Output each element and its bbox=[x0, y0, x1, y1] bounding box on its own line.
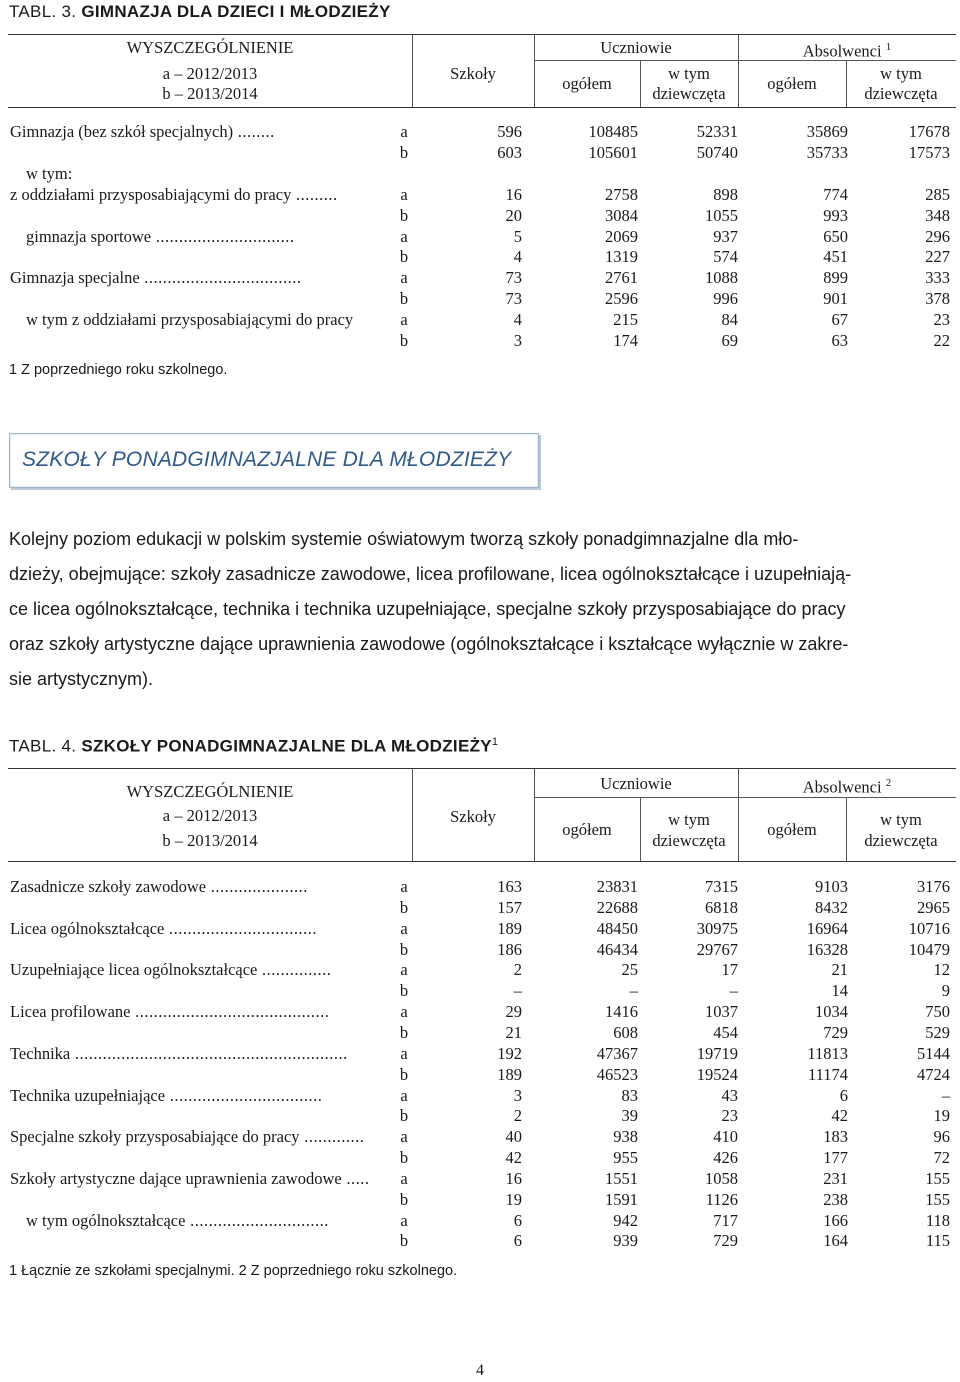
table-cell: 22688 bbox=[596, 897, 638, 917]
row-label-text: w tym ogólnokształcące bbox=[26, 1210, 186, 1230]
table-cell: 29767 bbox=[696, 939, 738, 959]
row-label-text: Licea ogólnokształcące bbox=[10, 918, 165, 938]
table-cell: 22 bbox=[933, 331, 950, 350]
table-cell: 938 bbox=[613, 1127, 638, 1147]
table-cell: 333 bbox=[925, 268, 950, 288]
row-label bbox=[10, 1001, 398, 1022]
table4-title bbox=[9, 736, 498, 757]
table-cell: 189 bbox=[497, 918, 522, 938]
row-year-code: a bbox=[400, 1168, 408, 1188]
row-year-code: a bbox=[400, 1085, 408, 1105]
table-cell: 72 bbox=[933, 1148, 950, 1168]
table-cell: 939 bbox=[613, 1231, 638, 1251]
row-year-code: a bbox=[400, 310, 408, 330]
row-year-code: a bbox=[400, 226, 408, 246]
header-ogolem: ogółem bbox=[562, 820, 612, 839]
table-row bbox=[8, 897, 956, 918]
table-cell: 11813 bbox=[807, 1043, 848, 1063]
table-cell: 1551 bbox=[605, 1168, 638, 1188]
table-row bbox=[8, 246, 956, 267]
table-cell: 43 bbox=[721, 1085, 738, 1105]
row-year-code: b bbox=[399, 247, 409, 267]
table-cell: 729 bbox=[713, 1231, 738, 1251]
row-label-text: Uzupełniające licea ogólnokształcące bbox=[10, 960, 258, 980]
table-cell: 6 bbox=[839, 1085, 848, 1105]
row-label bbox=[10, 959, 398, 980]
row-leader-dots: ................................. bbox=[165, 1085, 323, 1105]
table-cell: – bbox=[629, 981, 638, 1001]
table-cell: 7315 bbox=[705, 877, 738, 896]
table-cell: 378 bbox=[925, 289, 950, 309]
row-year-code: b bbox=[399, 1148, 409, 1168]
table-row bbox=[8, 330, 956, 351]
table3-header bbox=[8, 34, 956, 108]
table-cell: 14 bbox=[831, 981, 848, 1001]
row-label bbox=[10, 876, 398, 897]
table-row bbox=[8, 1230, 956, 1251]
table-row bbox=[8, 267, 956, 288]
table-cell: 84 bbox=[721, 310, 738, 330]
table-cell: 898 bbox=[713, 184, 738, 204]
row-label-text: w tym: bbox=[26, 163, 73, 183]
table-cell: 955 bbox=[613, 1148, 638, 1168]
table-cell: 993 bbox=[823, 205, 848, 225]
table-cell: 1319 bbox=[605, 247, 638, 267]
table-cell: 729 bbox=[823, 1022, 848, 1042]
row-label bbox=[26, 1210, 414, 1231]
row-year-code: b bbox=[399, 1189, 409, 1209]
row-label bbox=[26, 226, 414, 247]
table-cell: 23 bbox=[721, 1106, 738, 1126]
header-absolwenci-label: Absolwenci bbox=[802, 777, 882, 797]
row-label-text: Technika bbox=[10, 1043, 71, 1063]
table-cell: 454 bbox=[713, 1022, 738, 1042]
table-cell: 177 bbox=[823, 1148, 848, 1168]
table-cell: 155 bbox=[925, 1189, 950, 1209]
table-cell: 238 bbox=[823, 1189, 848, 1209]
row-year-code: a bbox=[400, 184, 408, 204]
section-heading-box bbox=[9, 433, 539, 488]
table-cell: 603 bbox=[497, 142, 522, 162]
table-cell: 1126 bbox=[705, 1189, 738, 1209]
footnote-marker: 2 bbox=[885, 777, 892, 789]
table-cell: 69 bbox=[721, 331, 738, 350]
table-cell: 2 bbox=[513, 1106, 522, 1126]
table-cell: 17573 bbox=[908, 142, 950, 162]
row-year-code: b bbox=[399, 142, 409, 162]
row-label-text: Gimnazja specjalne bbox=[10, 268, 140, 288]
table-cell: 164 bbox=[823, 1231, 848, 1251]
row-year-code: a bbox=[400, 960, 408, 980]
table4-header bbox=[8, 768, 956, 862]
header-w-tym: w tym bbox=[880, 810, 922, 829]
table-cell: 192 bbox=[497, 1043, 522, 1063]
page-number: 4 bbox=[476, 1362, 484, 1379]
table3-title bbox=[9, 2, 391, 22]
header-szkoly: Szkoły bbox=[450, 807, 496, 826]
row-label-text: Licea profilowane bbox=[10, 1002, 131, 1022]
table-cell: 30975 bbox=[696, 918, 738, 938]
table-cell: 42 bbox=[831, 1106, 848, 1126]
table-cell: 650 bbox=[823, 226, 848, 246]
table-cell: 2596 bbox=[605, 289, 638, 309]
header-year-b: b – 2013/2014 bbox=[162, 831, 258, 850]
table-cell: 717 bbox=[713, 1210, 738, 1230]
row-year-code: a bbox=[400, 918, 408, 938]
footnote-marker: 1 bbox=[885, 41, 892, 53]
row-year-code: b bbox=[399, 331, 409, 350]
table-cell: 47367 bbox=[596, 1043, 638, 1063]
table-cell: 23831 bbox=[596, 877, 638, 896]
row-leader-dots: .............................. bbox=[151, 226, 295, 246]
row-leader-dots: ........................................................... bbox=[70, 1043, 348, 1063]
table-cell: 9 bbox=[941, 981, 950, 1001]
table-cell: 166 bbox=[823, 1210, 848, 1230]
row-label-text: Technika uzupełniające bbox=[10, 1085, 166, 1105]
table-cell: 3 bbox=[513, 1085, 522, 1105]
table-cell: 16 bbox=[505, 1168, 522, 1188]
table-cell: 189 bbox=[497, 1064, 522, 1084]
paragraph-line: Kolejny poziom edukacji w polskim systemie oświatowym tworzą szkoły ponadgimnazjalne dla mło- bbox=[9, 529, 799, 549]
header-ogolem: ogółem bbox=[562, 74, 612, 93]
header-year-b: b – 2013/2014 bbox=[162, 84, 258, 103]
table-cell: 937 bbox=[713, 226, 738, 246]
table-cell: 11174 bbox=[807, 1064, 848, 1084]
table-cell: 16964 bbox=[806, 918, 848, 938]
table3-footnote: 1 Z poprzedniego roku szkolnego. bbox=[9, 362, 228, 378]
row-year-code: b bbox=[399, 1231, 409, 1251]
table-cell: 2965 bbox=[917, 897, 950, 917]
table-cell: 4 bbox=[513, 247, 522, 267]
row-year-code: b bbox=[399, 939, 409, 959]
table-cell: 19 bbox=[505, 1189, 522, 1209]
row-leader-dots: .............................. bbox=[185, 1210, 329, 1230]
table-cell: 73 bbox=[505, 289, 522, 309]
row-leader-dots: ................................ bbox=[164, 918, 317, 938]
paragraph-line: oraz szkoły artystyczne dające uprawnienia zawodowe (ogólnokształcące i kształcące wyłącznie w zakre- bbox=[9, 634, 849, 654]
row-label bbox=[10, 267, 398, 288]
row-leader-dots: ......... bbox=[291, 184, 338, 204]
table-cell: 174 bbox=[613, 331, 638, 350]
table-cell: 35869 bbox=[806, 122, 848, 141]
table-cell: 17678 bbox=[908, 122, 950, 141]
table-cell: 105601 bbox=[588, 142, 638, 162]
table-cell: 6 bbox=[513, 1210, 522, 1230]
header-dziewczeta: dziewczęta bbox=[864, 84, 938, 103]
table-cell: 1034 bbox=[815, 1002, 848, 1022]
table-cell: 608 bbox=[613, 1022, 638, 1042]
table-row bbox=[8, 1043, 956, 1064]
row-label bbox=[26, 309, 414, 330]
table-cell: 6818 bbox=[705, 897, 738, 917]
table-cell: 40 bbox=[505, 1127, 522, 1147]
table-cell: 451 bbox=[823, 247, 848, 267]
table-cell: 750 bbox=[925, 1002, 950, 1022]
table-cell: 19719 bbox=[696, 1043, 738, 1063]
table-cell: 996 bbox=[713, 289, 738, 309]
table-row bbox=[8, 1022, 956, 1043]
table-cell: – bbox=[729, 981, 738, 1001]
row-label-text: w tym z oddziałami przysposabiającymi do pracy bbox=[26, 310, 354, 330]
paragraph-line: dzieży, obejmujące: szkoły zasadnicze zawodowe, licea profilowane, licea ogólnokształcące i uzupełniają- bbox=[9, 564, 852, 584]
table-cell: 3176 bbox=[917, 877, 950, 896]
header-uczniowie: Uczniowie bbox=[600, 38, 672, 57]
row-label bbox=[10, 184, 398, 205]
table-cell: 227 bbox=[925, 247, 950, 267]
header-absolwenci bbox=[738, 773, 956, 798]
table-cell: 426 bbox=[713, 1148, 738, 1168]
row-year-code: b bbox=[399, 1022, 409, 1042]
table-row bbox=[8, 918, 956, 939]
table-cell: 155 bbox=[925, 1168, 950, 1188]
table-cell: 2761 bbox=[605, 268, 638, 288]
table-cell: 67 bbox=[831, 310, 848, 330]
header-uczniowie: Uczniowie bbox=[600, 774, 672, 793]
table4-footnote: 1 Łącznie ze szkołami specjalnymi. 2 Z poprzedniego roku szkolnego. bbox=[9, 1263, 458, 1279]
row-leader-dots: ............... bbox=[257, 960, 332, 980]
table-cell: 10479 bbox=[908, 939, 950, 959]
table-cell: 8432 bbox=[815, 897, 848, 917]
table-cell: 942 bbox=[613, 1210, 638, 1230]
table-cell: 63 bbox=[831, 331, 848, 350]
table-cell: 596 bbox=[497, 122, 522, 141]
table-cell: – bbox=[513, 981, 522, 1001]
table-cell: 1088 bbox=[705, 268, 738, 288]
table-cell: 21 bbox=[505, 1022, 522, 1042]
row-leader-dots: .......................................... bbox=[130, 1002, 330, 1022]
row-label bbox=[10, 1043, 398, 1064]
header-year-a: a – 2012/2013 bbox=[162, 64, 258, 83]
row-label bbox=[10, 121, 398, 142]
paragraph-line: ce licea ogólnokształcące, technika i technika uzupełniające, specjalne szkoły przysposabiające do pracy bbox=[9, 599, 846, 619]
table-row bbox=[8, 959, 956, 980]
table-cell: 186 bbox=[497, 939, 522, 959]
row-year-code: a bbox=[400, 1043, 408, 1063]
row-label bbox=[10, 1126, 398, 1147]
table-row bbox=[8, 121, 956, 142]
table4-title-prefix: TABL. 4. bbox=[9, 736, 82, 756]
header-w-tym: w tym bbox=[668, 810, 710, 829]
table-cell: 901 bbox=[823, 289, 848, 309]
table-row bbox=[8, 205, 956, 226]
table-cell: 574 bbox=[713, 247, 738, 267]
row-label-text: z oddziałami przysposabiającymi do pracy bbox=[10, 184, 292, 204]
table3-title-prefix: TABL. 3. bbox=[9, 2, 82, 21]
header-absolwenci bbox=[738, 37, 956, 62]
table-row bbox=[8, 309, 956, 330]
table-cell: 16328 bbox=[806, 939, 848, 959]
row-label-text: Szkoły artystyczne dające uprawnienia zawodowe bbox=[10, 1168, 342, 1188]
table-cell: 16 bbox=[505, 184, 522, 204]
section-heading: SZKOŁY PONADGIMNAZJALNE DLA MŁODZIEŻY bbox=[22, 448, 512, 471]
row-label bbox=[10, 918, 398, 939]
table-cell: 5 bbox=[513, 226, 522, 246]
table-cell: 118 bbox=[925, 1210, 950, 1230]
table-cell: 899 bbox=[823, 268, 848, 288]
table-cell: 157 bbox=[497, 897, 522, 917]
header-w-tym: w tym bbox=[880, 64, 922, 83]
table-row bbox=[8, 1126, 956, 1147]
header-w-tym: w tym bbox=[668, 64, 710, 83]
table-row bbox=[8, 1001, 956, 1022]
table-cell: 20 bbox=[505, 205, 522, 225]
table-cell: 2 bbox=[513, 960, 522, 980]
row-year-code: a bbox=[400, 122, 408, 141]
table-cell: 35733 bbox=[806, 142, 848, 162]
table-cell: 4 bbox=[513, 310, 522, 330]
table-cell: 29 bbox=[505, 1002, 522, 1022]
table-cell: 5144 bbox=[917, 1043, 950, 1063]
row-year-code: a bbox=[400, 877, 408, 896]
row-label-text: gimnazja sportowe bbox=[26, 226, 152, 246]
table-cell: 10716 bbox=[908, 918, 950, 938]
table3-title-text: GIMNAZJA DLA DZIECI I MŁODZIEŻY bbox=[81, 2, 391, 21]
table-cell: 1591 bbox=[605, 1189, 638, 1209]
table-row bbox=[8, 1064, 956, 1085]
table-cell: 48450 bbox=[596, 918, 638, 938]
table-cell: 6 bbox=[513, 1231, 522, 1251]
table-cell: 52331 bbox=[696, 122, 738, 141]
header-dziewczeta: dziewczęta bbox=[652, 831, 726, 850]
table-cell: 21 bbox=[831, 960, 848, 980]
row-year-code: b bbox=[399, 205, 409, 225]
table-cell: 73 bbox=[505, 268, 522, 288]
row-leader-dots: .................................. bbox=[139, 268, 302, 288]
row-year-code: b bbox=[399, 1064, 409, 1084]
header-absolwenci-label: Absolwenci bbox=[802, 41, 882, 61]
table-cell: 9103 bbox=[815, 877, 848, 896]
table-cell: 12 bbox=[933, 960, 950, 980]
table-row bbox=[8, 1085, 956, 1106]
table-cell: 3084 bbox=[605, 205, 638, 225]
table-cell: 50740 bbox=[696, 142, 738, 162]
table-cell: 42 bbox=[505, 1148, 522, 1168]
row-leader-dots: ............. bbox=[299, 1127, 365, 1147]
row-year-code: a bbox=[400, 268, 408, 288]
row-leader-dots: ..... bbox=[341, 1168, 370, 1188]
table-cell: 774 bbox=[823, 184, 848, 204]
row-label-text: Gimnazja (bez szkół specjalnych) bbox=[10, 122, 234, 141]
row-year-code: a bbox=[400, 1210, 408, 1230]
table-cell: 410 bbox=[713, 1127, 738, 1147]
table-cell: 4724 bbox=[917, 1064, 950, 1084]
row-year-code: a bbox=[400, 1002, 408, 1022]
table-cell: 19524 bbox=[696, 1064, 738, 1084]
row-label-text: Specjalne szkoły przysposabiające do pracy bbox=[10, 1127, 300, 1147]
footnote-marker: 1 bbox=[491, 736, 499, 748]
row-year-code: b bbox=[399, 897, 409, 917]
header-szkoly: Szkoły bbox=[450, 64, 496, 83]
table-row bbox=[8, 226, 956, 247]
table-cell: 215 bbox=[613, 310, 638, 330]
table-cell: 96 bbox=[933, 1127, 950, 1147]
table-row bbox=[8, 1105, 956, 1126]
table-row bbox=[8, 288, 956, 309]
table-cell: 46434 bbox=[596, 939, 638, 959]
table-cell: – bbox=[941, 1085, 950, 1105]
table-row bbox=[8, 142, 956, 163]
table-cell: 296 bbox=[925, 226, 950, 246]
header-year-a: a – 2012/2013 bbox=[162, 806, 258, 825]
table-cell: 1058 bbox=[705, 1168, 738, 1188]
table4-title-text: SZKOŁY PONADGIMNAZJALNE DLA MŁODZIEŻY bbox=[81, 736, 492, 756]
table-cell: 285 bbox=[925, 184, 950, 204]
header-spec: WYSZCZEGÓLNIENIE bbox=[126, 38, 294, 57]
table-cell: 163 bbox=[497, 877, 522, 896]
table-cell: 25 bbox=[621, 960, 638, 980]
table-cell: 108485 bbox=[588, 122, 638, 141]
header-dziewczeta: dziewczęta bbox=[652, 84, 726, 103]
header-dziewczeta: dziewczęta bbox=[864, 831, 938, 850]
table-row bbox=[8, 1189, 956, 1210]
row-leader-dots: ..................... bbox=[206, 877, 308, 896]
header-spec: WYSZCZEGÓLNIENIE bbox=[126, 782, 294, 801]
table-row bbox=[8, 1168, 956, 1189]
table-row bbox=[8, 980, 956, 1001]
header-ogolem: ogółem bbox=[767, 820, 817, 839]
table-cell: 1416 bbox=[605, 1002, 638, 1022]
table-cell: 3 bbox=[513, 331, 522, 350]
table-row bbox=[8, 939, 956, 960]
table-cell: 1055 bbox=[705, 205, 738, 225]
row-label bbox=[10, 1085, 398, 1106]
table-cell: 19 bbox=[933, 1106, 950, 1126]
table-cell: 1037 bbox=[705, 1002, 738, 1022]
table-cell: 2069 bbox=[605, 226, 638, 246]
table-cell: 529 bbox=[925, 1022, 950, 1042]
table-cell: 39 bbox=[621, 1106, 638, 1126]
header-ogolem: ogółem bbox=[767, 74, 817, 93]
row-label bbox=[26, 163, 414, 184]
table-row bbox=[8, 163, 956, 184]
table-row bbox=[8, 184, 956, 205]
table-cell: 23 bbox=[933, 310, 950, 330]
table-cell: 2758 bbox=[605, 184, 638, 204]
table-cell: 115 bbox=[925, 1231, 950, 1251]
table-row bbox=[8, 1210, 956, 1231]
table-cell: 231 bbox=[823, 1168, 848, 1188]
row-label-text: Zasadnicze szkoły zawodowe bbox=[10, 877, 207, 896]
table-cell: 183 bbox=[823, 1127, 848, 1147]
row-leader-dots: ........ bbox=[233, 122, 275, 141]
table-cell: 348 bbox=[925, 205, 950, 225]
table-row bbox=[8, 1147, 956, 1168]
row-label bbox=[10, 1168, 398, 1189]
row-year-code: b bbox=[399, 1106, 409, 1126]
row-year-code: a bbox=[400, 1127, 408, 1147]
table-cell: 46523 bbox=[596, 1064, 638, 1084]
row-year-code: b bbox=[399, 289, 409, 309]
table-cell: 17 bbox=[721, 960, 738, 980]
paragraph-line: sie artystycznym). bbox=[9, 669, 154, 689]
table-row bbox=[8, 876, 956, 897]
row-year-code: b bbox=[399, 981, 409, 1001]
table-cell: 83 bbox=[621, 1085, 638, 1105]
body-paragraph bbox=[9, 522, 957, 697]
